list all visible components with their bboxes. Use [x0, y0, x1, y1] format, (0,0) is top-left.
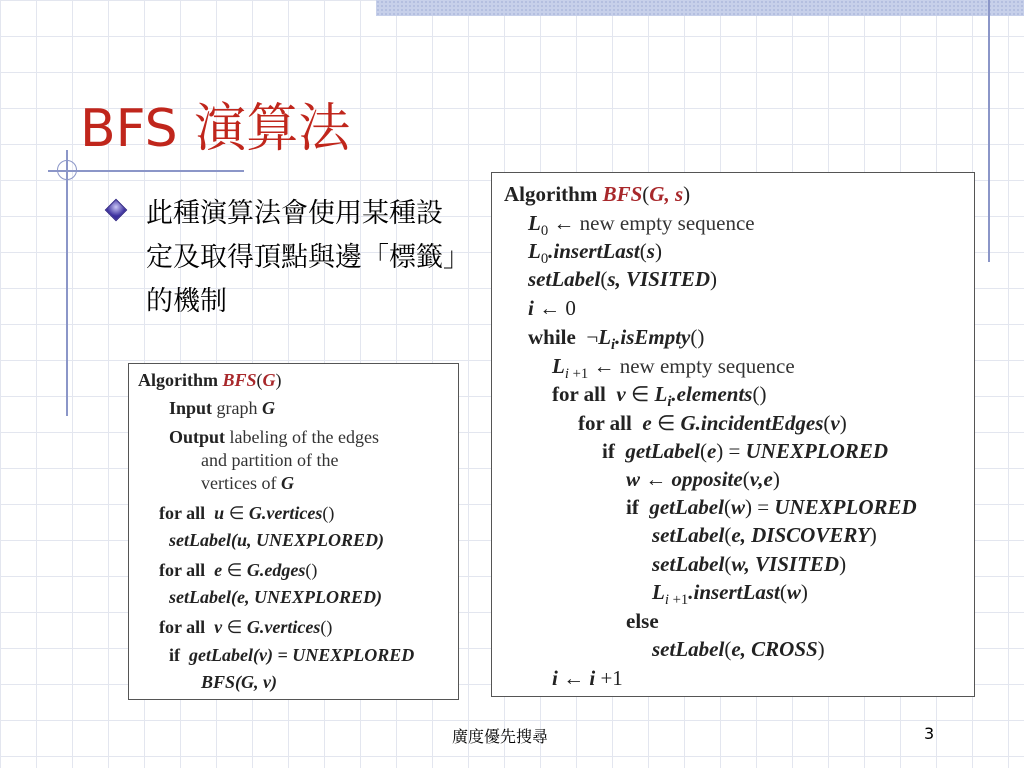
- right-line-11: w ← opposite(v,e): [626, 467, 780, 491]
- left-line-7: setLabel(u, UNEXPLORED): [169, 530, 384, 550]
- right-line-1: Algorithm BFS(G, s): [504, 182, 691, 206]
- left-line-5: vertices of G: [201, 473, 294, 493]
- right-line-18: i ← i +1: [552, 666, 623, 690]
- left-line-2: Input graph G: [169, 398, 276, 418]
- right-vertical-line: [988, 0, 990, 262]
- right-line-15: $L_{i +1}.insertLast(w)$: [652, 580, 808, 609]
- right-line-12: if getLabel(w) = UNEXPLORED: [626, 495, 917, 519]
- top-decorative-band: [376, 0, 1024, 16]
- left-line-6: for all u ∈ G.vertices(): [159, 503, 335, 523]
- right-line-17: setLabel(e, CROSS): [652, 637, 825, 661]
- left-line-10: for all v ∈ G.vertices(): [159, 617, 333, 637]
- right-line-13: setLabel(e, DISCOVERY): [652, 523, 877, 547]
- right-line-3: $L_0.insertLast(s)$: [528, 239, 662, 268]
- left-line-12: BFS(G, v): [201, 672, 278, 692]
- algorithm-right-box: [491, 172, 975, 697]
- right-line-16: else: [626, 609, 659, 633]
- right-line-8: for all v ∈ $L_i.elements()$: [552, 382, 767, 411]
- slide-title: BFS 演算法: [80, 99, 351, 159]
- title-underline: [48, 170, 244, 172]
- left-line-1: Algorithm BFS(G): [138, 370, 282, 390]
- right-line-2: $L_0$ ← new empty sequence: [528, 211, 755, 240]
- footer-text: 廣度優先搜尋: [452, 727, 549, 746]
- right-line-14: setLabel(w, VISITED): [652, 552, 847, 576]
- left-line-3: Output labeling of the edges: [169, 427, 379, 447]
- left-line-8: for all e ∈ G.edges(): [159, 560, 318, 580]
- algorithm-left-box: [128, 363, 459, 700]
- bullet-text: 此種演算法會使用某種設定及取得頂點與邊「標籤」的機制: [146, 198, 457, 317]
- left-line-11: if getLabel(v) = UNEXPLORED: [169, 645, 415, 665]
- diamond-bullet-icon: [105, 199, 128, 222]
- title-circle-ornament: [57, 160, 77, 180]
- left-vertical-line: [66, 150, 68, 416]
- left-line-4: and partition of the: [201, 450, 339, 470]
- right-line-4: setLabel(s, VISITED): [528, 267, 718, 291]
- right-line-7: $L_{i +1}$ ← new empty sequence: [552, 354, 795, 383]
- right-line-6: while $\neg L_i.isEmpty()$: [528, 325, 705, 354]
- left-line-9: setLabel(e, UNEXPLORED): [169, 587, 382, 607]
- right-line-10: if getLabel(e) = UNEXPLORED: [602, 439, 888, 463]
- right-line-9: for all e ∈ G.incidentEdges(v): [578, 411, 847, 435]
- right-line-5: i ← 0: [528, 296, 576, 320]
- page-number: 3: [924, 724, 935, 743]
